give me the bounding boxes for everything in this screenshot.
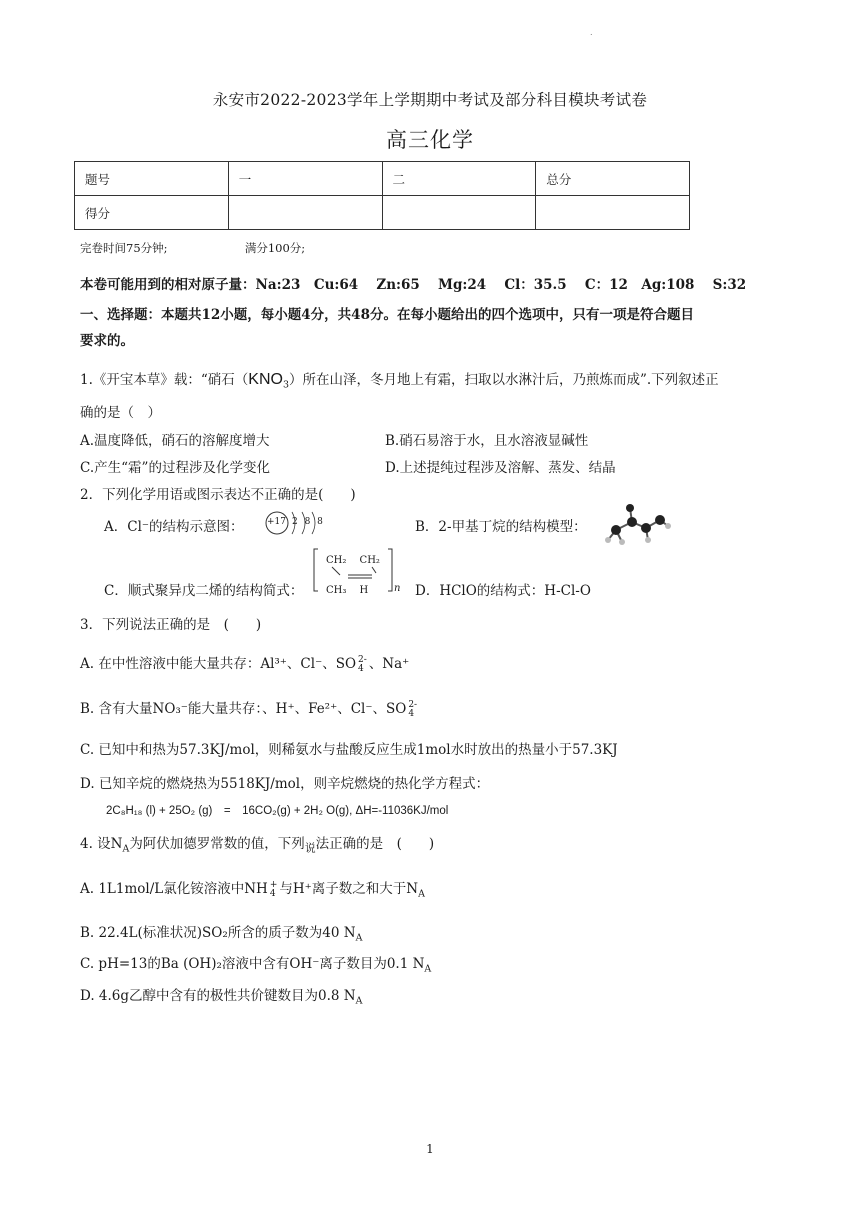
score-input-cell[interactable] xyxy=(382,196,536,230)
score-cell: 二 xyxy=(382,162,536,196)
q4-stem-a: 4. 设N xyxy=(80,836,123,852)
exam-info xyxy=(80,240,305,256)
ammonium-charge xyxy=(270,881,278,899)
page-number: 1 xyxy=(426,1142,434,1156)
q2-option-c-label: C．顺式聚异戊二烯的结构简式： xyxy=(104,583,304,599)
q1-option-a[interactable]: A.温度降低，硝石的溶解度增大 xyxy=(80,433,270,449)
sulfate-charge xyxy=(358,656,367,674)
q3-stem: 3．下列说法正确的是 ( ) xyxy=(80,617,262,633)
q4-option-b[interactable] xyxy=(80,921,362,944)
score-cell: 得分 xyxy=(75,196,229,230)
q1-formula-sub: 3 xyxy=(282,379,289,391)
score-table-header-row xyxy=(75,162,690,196)
q1-stem-a: 1.《开宝本草》载：“硝石（ xyxy=(80,372,249,388)
nucleus-charge: +17 xyxy=(267,517,286,527)
q1-option-b[interactable]: B.硝石易溶于水，且水溶液显碱性 xyxy=(385,433,589,449)
structure-bottom: CH₃ H xyxy=(326,585,369,596)
q4-option-a-text: A. 1L1mol/L氯化铵溶液中NH xyxy=(80,881,268,897)
score-cell: 总分 xyxy=(536,162,690,196)
sulfate-sup: 2- xyxy=(358,654,367,665)
q3-option-d[interactable]: D. 已知辛烷的燃烧热为5518KJ/mol，则辛烷燃烧的热化学方程式： xyxy=(80,776,490,792)
score-input-cell[interactable] xyxy=(536,196,690,230)
q4-stem-c: 法正确的是 ( ) xyxy=(315,836,435,852)
q3-option-a-text: A. 在中性溶液中能大量共存：Al³⁺、Cl⁻、SO xyxy=(80,656,357,672)
q1-formula: KNO xyxy=(248,371,283,388)
exam-time: 完卷时间75分钟; xyxy=(80,241,168,255)
na-sub: A xyxy=(418,888,425,900)
atomic-masses: 本卷可能用到的相对原子量：Na:23 Cu:64 Zn:65 Mg:24 Cl：35.5 C：12 Ag:108 S:32 xyxy=(80,277,747,293)
q2-option-c[interactable] xyxy=(104,579,303,599)
q1-stem xyxy=(80,368,719,391)
q2-option-b-label: B．2-甲基丁烷的结构模型： xyxy=(415,519,587,535)
score-table-score-row xyxy=(75,196,690,230)
na-sub: A xyxy=(355,932,363,944)
q2-option-d[interactable]: D．HClO的结构式：H-Cl-O xyxy=(415,583,591,599)
ball-stick-model-icon xyxy=(602,502,672,554)
subject-title: 高三化学 xyxy=(386,128,474,152)
q2-stem: 2．下列化学用语或图示表达不正确的是( ) xyxy=(80,487,356,503)
chloride-ion-diagram xyxy=(262,508,326,542)
q3-option-b[interactable] xyxy=(80,697,419,719)
sulfate-sup: 2- xyxy=(408,699,418,710)
score-table xyxy=(74,161,690,230)
q3-option-a-tail: 、Na⁺ xyxy=(368,656,410,672)
exam-title: 永安市2022-2023学年上学期期中考试及部分科目模块考试卷 xyxy=(212,91,648,109)
q3-option-c[interactable]: C. 已知中和热为57.3KJ/mol，则稀氨水与盐酸反应生成1mol水时放出的热量小于57.3KJ xyxy=(80,742,618,758)
structure-top: CH₂ CH₂ xyxy=(326,555,380,566)
q4-option-b-text: B. 22.4L(标准状况)SO₂所含的质子数为40 N xyxy=(80,925,356,941)
q4-option-d-text: D. 4.6g乙醇中含有的极性共价键数目为0.8 N xyxy=(80,988,356,1004)
electron-shells: 2 8 8 xyxy=(292,517,325,527)
q4-option-c[interactable] xyxy=(80,952,431,975)
q1-option-d[interactable]: D.上述提纯过程涉及溶解、蒸发、结晶 xyxy=(385,460,616,476)
score-cell: 题号 xyxy=(75,162,229,196)
section1-heading-cont: 要求的。 xyxy=(80,333,134,349)
q2-option-a[interactable] xyxy=(104,515,244,535)
q4-option-c-text: C. pH=13的Ba (OH)₂溶液中含有OH⁻离子数目为0.1 N xyxy=(80,956,425,972)
score-input-cell[interactable] xyxy=(228,196,382,230)
sulfate-sub: 4 xyxy=(408,708,415,719)
header-dot: . xyxy=(590,28,593,37)
q4-stem xyxy=(80,832,434,856)
score-cell: 一 xyxy=(228,162,382,196)
q4-option-d[interactable] xyxy=(80,984,362,1007)
sulfate-sub: 4 xyxy=(358,663,364,674)
na-sub: A xyxy=(424,963,432,975)
q1-stem-b: ）所在山泽，冬月地上有霜，扫取以水淋汁后，乃煎炼而成”.下列叙述正 xyxy=(288,372,719,388)
q1-stem-cont: 确的是（ ） xyxy=(80,405,161,421)
q3-equation: 2C₈H₁₈ (l) + 25O₂ (g) = 16CO₂(g) + 2H₂ O(g), ΔH=-11036KJ/mol xyxy=(106,805,449,817)
section1-heading: 一、选择题：本题共12小题，每小题4分，共48分。在每小题给出的四个选项中，只有一项是符合题目 xyxy=(80,307,694,323)
q4-stem-b: 为阿伏加德罗常数的值，下列 xyxy=(129,836,305,852)
sulfate-charge xyxy=(408,701,417,719)
q4-stem-low: 说 xyxy=(304,841,316,855)
q4-option-a-tail: 与H⁺离子数之和大于N xyxy=(279,881,419,897)
q1-option-c[interactable]: C.产生“霜”的过程涉及化学变化 xyxy=(80,460,270,476)
structure-n: n xyxy=(394,583,401,594)
ammonium-sup: + xyxy=(269,879,278,890)
q3-option-a[interactable] xyxy=(80,652,409,674)
q2-option-b[interactable] xyxy=(415,515,587,535)
q2-option-a-label: A．Cl⁻的结构示意图： xyxy=(104,519,244,535)
polyisoprene-structure xyxy=(312,545,402,601)
q4-option-a[interactable] xyxy=(80,877,425,900)
q4-stem-sub: A xyxy=(122,843,130,855)
q3-option-b-text: B. 含有大量NO₃⁻能大量共存：、H⁺、Fe²⁺、Cl⁻、SO xyxy=(80,701,407,717)
exam-full-score: 满分100分; xyxy=(244,241,306,255)
ammonium-sub: 4 xyxy=(269,888,276,899)
na-sub: A xyxy=(355,995,363,1007)
